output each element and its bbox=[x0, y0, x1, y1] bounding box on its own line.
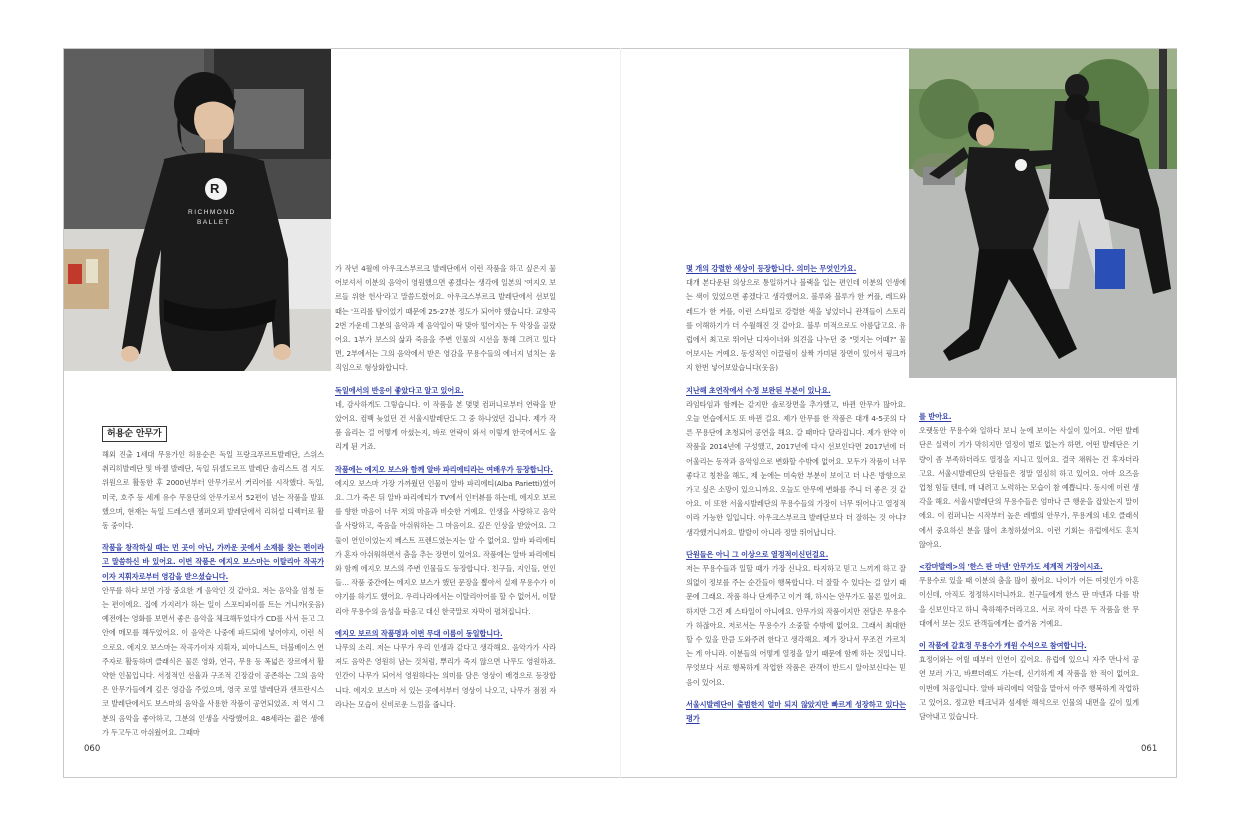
answer-7: 저는 무용수들과 일할 때가 가장 신나요. 타지하고 믿고 느끼게 하고 잘의없이 정보를 주는 순간들이 행복합니다. 더 잘할 수 있다는 걸 알기 때문에 그래요. 작품 하나 단계주고 이거 해, 하시는 안무가도 물론 있어요. 하지만 그건 제 스타일이 아니에요. 안무가의 작품이지만 전달은 무용수가 하잖아요. 저로서는 무용수가 소중할 수밖에 없어요. 그래서 최대한 할 수 있을 만큼 도와주려 한다고 생각해요. 제가 장나서 무조건 가르치는 게 아니라. 이분들의 어떻게 열정을 알기 때문에 함께 하는 것입니다. 무엇보다 서로 행복하게 작업한 작품은 관객이 반드시 알아보신다는 믿음이 있어요. bbox=[686, 564, 907, 687]
question-5: 몇 개의 강렬한 색상이 등장합니다. 의미는 무엇인가요. bbox=[686, 264, 857, 273]
question-8-end: 를 받아요. bbox=[919, 412, 952, 421]
choreographer-bio: 해외 진출 1세대 무용가인 허용순은 독일 프랑크푸르트발레단, 스위스 취리히발레단 및 바젤 발레단, 독일 뒤셀도르프 발레단 솔리스트 겸 지도위원으로 활동한 후 2000년부터 안무가로서 커리어를 시작했다. 독일, 미국, 호주 등 세계 유수 무용단의 안무가로서 52편이 넘는 작품을 발표했으며, 현재는 독일 드레스덴 젬퍼오퍼 발레단에서 리허설 디렉터로 활동 중이다. bbox=[102, 450, 324, 531]
page-gutter bbox=[620, 48, 621, 778]
rehearsal-illustration bbox=[909, 49, 1177, 378]
column-3 bbox=[686, 262, 906, 726]
answer-8: 오랫동안 무용수와 일하다 보니 눈에 보이는 사실이 있어요. 어떤 발레단은 실력이 기가 막히지만 열정이 별로 없는가 하면, 어떤 발레단은 기량이 좀 부족하더라도 열정을 지니고 있어요. 결국 채워는 건 후자더라고요. 서울시발레단의 단원들은 정말 열심히 하고 있어요. 아마 요즈음 업청 힘들 텐데, 매 내려고 노력하는 모습이 참 예쁩니다. 동시에 이런 생각을 해요. 서울시발레단의 무용수들은 엄마나 큰 행운을 잡았는지 말이에요. 이 컴퍼니는 시작부터 높은 레벨의 안무가, 무용계의 네오 클래식에서 중요하신 분을 많이 초청하셨어요. 이런 기회는 유럽에서도 흔치 않아요. bbox=[919, 426, 1140, 549]
answer-6: 라임타임과 함께는 같지만 솔로장면을 추가했고, 바뀐 안무가 많아요. 오늘 연습에서도 또 바뀐 걸요. 제가 안무를 한 작품은 대개 4-5곳의 다른 무용단에 초청되어 공연을 해요. 갈 때마다 달라집니다. 제가 한약 이 작품을 2014년에 구성했고, 2017년에 다시 선보인다면 2017년에 더 어울리는 동작과 음악임으로 변화할 수밖에 없어요. 모두가 작품이 너무 좋다고 칭찬을 해도, 제 눈에는 미숙한 부분이 보이고 더 나은 방향으로 가고 싶은 소망이 있으니까요. 오늘도 안무에 변화를 주니 더 좋은 것 같아요. 이 또한 서울시발레단의 무용수들의 가장이 너무 뛰어나고 열정적이라 가능한 일입니다. 아우크스부르크 발레단보다 더 잘하는 것 아냐? 생각했거니까요. 발랄이 아니라 정말 뛰어납니다. bbox=[686, 399, 906, 537]
question-6: 지난해 초연작에서 수정 보완된 부분이 있나요. bbox=[686, 385, 831, 395]
question-4: 에지오 보르의 작품명과 이번 무대 이름이 동일합니다. bbox=[335, 628, 503, 638]
answer-2: 네, 감사하게도 그렇습니다. 이 작품을 본 몇몇 컴퍼니로부터 연락을 받았어요. 컴백 늦었던 건 서울시발레단도 그 중 하나였던 겁니다. 제가 작품 올리는 걸 어떻게 아셨는지, 바로 연락이 와서 이렇게 한국에서도 올리게 된 거죠. bbox=[335, 399, 556, 452]
answer-1: 안무를 하다 보면 가장 중요한 게 음악인 것 같아요. 저는 음악을 엄청 듣는 편이에요. 집에 가지러가 하는 일이 스포티파이를 트는 거니까(웃음) 예전에는 영화를 보면서 좋은 음악을 체크해두었다가 CD를 사서 듣고 그 안에 메모를 해두었어요. 이 음악은 나중에 파드되에 넣어야지, 이런 식으로요. 에지오 보스마는 작곡가이자 지휘자, 피아니스트, 더블베이스 연주자로 활동하며 클래식은 물론 영화, 연극, 무용 등 폭넓은 장르에서 활약한 인물입니다. 서정적인 선율과 구조적 긴장감이 공존하는 그의 음악은 안무가들에게 깊은 영감을 주었으며, 영국 로열 발레단과 샌프란시스코 발레단에서도 보스마의 음악을 사용한 작품이 공연되었죠. 저 역시 그분의 음악을 좋아하고, 그분의 인생을 사랑했어요. 48세라는 젊은 생애가 두고두고 아쉬웠어요. 그때마 bbox=[102, 585, 324, 737]
answer-1-continued: 가 작년 4월에 아우크스부르크 발레단에서 이런 작품을 하고 싶은지 물어보셔서 이분의 음악이 영원했으면 좋겠다는 생각에 일본의 '여지오 보르들 위한 헌사'라고 말씀드렸어요. 아우크스부르크 발레단에서 선보일 때는 '프리롤 탐이었기 때문에 25-27분 정도가 되어야 했습니다. 교향곡 2번 가운데 그분의 음악과 제 음악일이 딱 맞아 떨어지는 두 악장을 골랐어요. 1부가 보스의 삶과 죽음을 주변 인물의 시선을 통해 그려고 있다면, 2부에서는 그의 음악에서 받은 영감을 무용수들의 에너지 넘치는 움직임으로 형상화합니다. bbox=[335, 264, 556, 373]
portrait-photo bbox=[64, 49, 331, 371]
shirt-text-line1: RICHMOND bbox=[188, 209, 236, 216]
column-4 bbox=[919, 410, 1139, 730]
column-1 bbox=[102, 426, 324, 737]
answer-3: 에지오 보스마 가장 가까웠던 인물이 알바 파리에티(Alba Parietti)였어요. 그가 죽은 뒤 알바 파리에티가 TV에서 인터뷰를 하는데, 에지오 보르를 향한 마음이 너무 저의 마음과 비슷한 거예요. 인생을 사랑하고 음악을 사랑하고, 죽음을 아쉬워하는 그 마음이요. 깊은 인상을 받았어요. 그 둘이 연인이었는지 베스트 프렌드였는지는 알 수 없어요. 알바 파리에티가 혼자 아쉬워하면서 춤을 추는 장면이 있어요. 작품에는 알바 파리에티와 함께 에지오 보스의 주변 인물들도 등장합니다. 친구들, 지인들, 연인들… 작품 중간에는 에지오 보스가 했던 문장을 뽑아서 실제 무용수가 이야기를 하기도 했어요. 우리나라에서는 이탈리아어를 할 수 없어서, 이탈리아 무용수의 음성을 따옴고 대신 한국말로 자막이 펼쳐집니다. bbox=[335, 478, 556, 616]
question-8: 서울시발레단이 출범한지 얼마 되지 않았지만 빠르게 성장하고 있다는 평가 bbox=[686, 699, 906, 724]
question-3: 작품에는 에지오 보스와 함께 알바 파리에티라는 여배우가 등장합니다. bbox=[335, 464, 553, 474]
answer-4: 나무의 소리. 저는 나무가 우리 인생과 같다고 생각해요. 음악가가 사라져도 음악은 영원히 남는 것처럼, 뿌리가 죽지 않으면 나무도 영원하죠. 인간이 나무가 되어서 영원하다는 의미를 담은 영상이 배경으로 등장합니다. 에지오 보스마 서 있는 곳에서부터 영상이 나오고, 나무가 점점 자라나는 모습이 신비로운 느낌을 줍니다. bbox=[335, 643, 556, 709]
question-1: 작품을 창작하실 때는 먼 곳이 아닌, 가까운 곳에서 소재를 찾는 편이라고 말씀하신 바 있어요. 이번 작품은 에지오 보스마는 이탈리아 작곡가이자 지휘자로부터 영감을 받으셨습니다. bbox=[102, 543, 324, 581]
answer-9: 무용수로 있을 때 이분의 춤을 많이 췄어요. 나이가 어든 여럿인가 아흔이신데, 아직도 정정하시더니까요. 친구들에게 한스 판 마넨과 다를 밖을 신보인다고 하니 축하해주더라고요. 서로 작이 다른 두 작품을 한 무대에서 보는 것도 관객들에게는 즐거움 거예요. bbox=[919, 576, 1139, 628]
answer-10: 효정이와는 어릴 때부터 인연이 깊어요. 유럽에 있으니 자주 만나서 공연 보러 가고, 바쁘더래도 가는데, 신기하게 제 작품을 한 적이 없어요. 이번에 처음입니다. 알바 파리에티 역할을 맡아서 아주 행복하게 작업하고 있어요. 정교한 테크닉과 섬세한 해석으로 인물의 내면을 깊이 있게 담아내고 있습니다. bbox=[919, 655, 1139, 722]
question-7: 단원들은 아니 그 이상으로 열정적이신던걸요. bbox=[686, 549, 829, 559]
rehearsal-photo bbox=[909, 49, 1177, 378]
column-2 bbox=[335, 262, 556, 719]
shirt-logo-letter: R bbox=[210, 181, 220, 196]
choreographer-name: 허용순 안무가 bbox=[102, 426, 167, 442]
page-number-right: 061 bbox=[1141, 744, 1158, 754]
answer-5: 대개 본다운된 의상으로 통일하거나 블랙을 입는 편인데 이분의 인생에는 색이 있었으면 좋겠다고 생각했어요. 블루와 블루가 한 커플, 레드와 레드가 한 커플, 이런 스타일로 강렬한 색을 넣었더니 관객들이 스토리를 이해하기가 더 수월해진 것 같아요. 블루 미적으로도 아름답고요. 유럽에서 최고로 뛰어난 디자이너와 의견을 나누던 중 "멋지는 어때?" 물어보시는 거예요. 동성적인 이끌림이 살짝 가미된 장면이 있어서 핑크까지 한번 넣어보았습니다(웃음) bbox=[686, 278, 906, 373]
question-2: 독일에서의 반응이 좋았다고 알고 있어요. bbox=[335, 385, 464, 395]
shirt-text-line2: BALLET bbox=[197, 219, 231, 226]
question-9: <캄마발레>의 '한스 판 마넨' 안무가도 세계적 거장이시죠. bbox=[919, 562, 1103, 572]
question-10: 이 작품에 갈효정 무용수가 캐원 수석으로 참여합니다. bbox=[919, 641, 1087, 651]
page-number-left: 060 bbox=[84, 744, 101, 754]
